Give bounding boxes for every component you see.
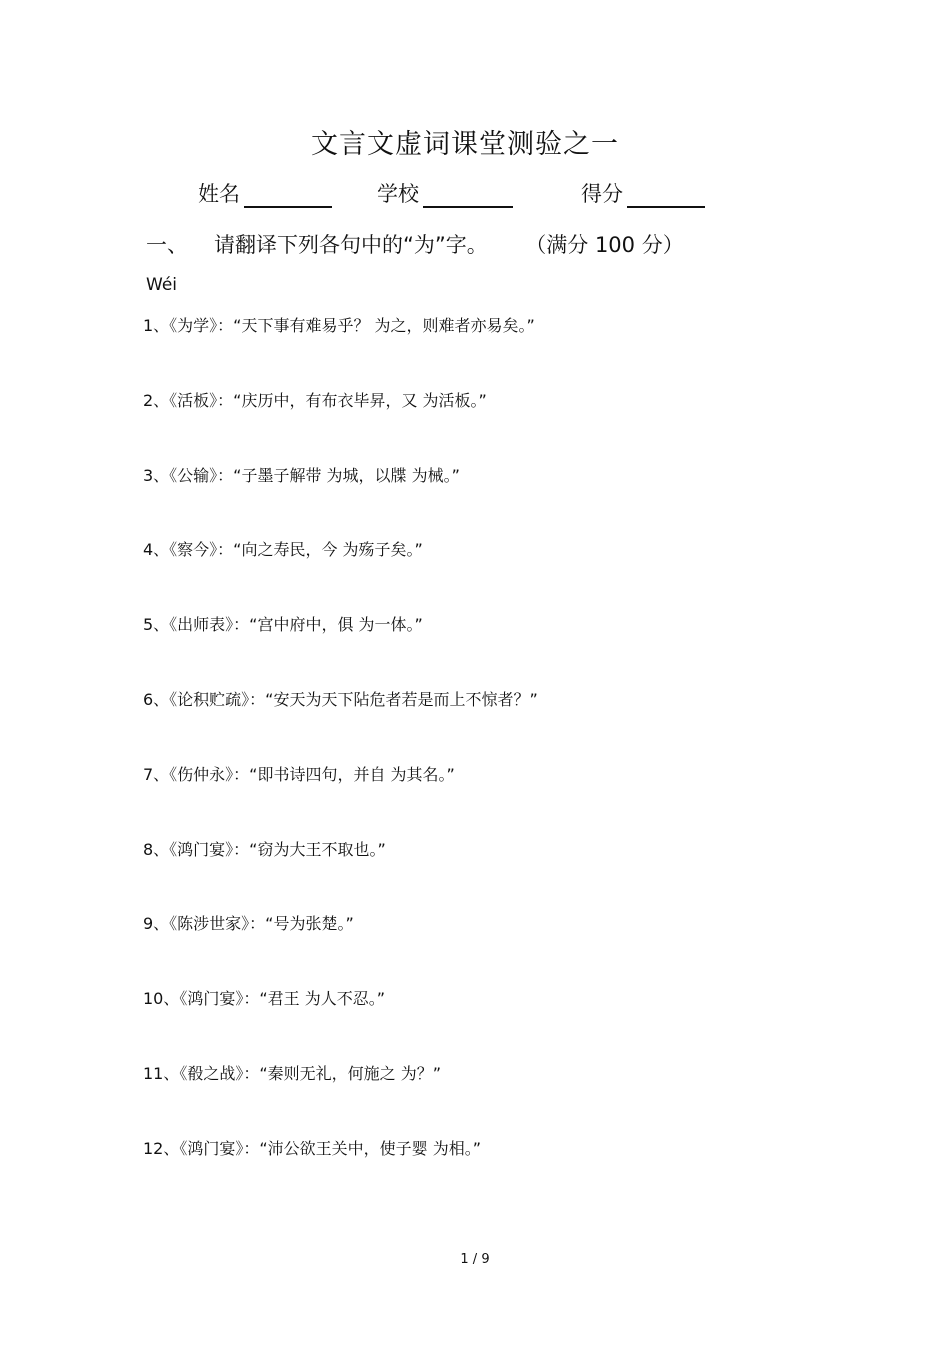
name-field bbox=[198, 178, 332, 208]
document-title: 文言文虚词课堂测验之一 bbox=[311, 129, 619, 160]
question-11: 11、《殽之战》：“秦则无礼，何施之 为？” bbox=[143, 1064, 442, 1083]
section-number: 一、 bbox=[146, 233, 188, 257]
question-4: 4、《察今》：“向之寿民，今 为殇子矣。” bbox=[143, 540, 423, 559]
score-label: 得分 bbox=[581, 182, 623, 206]
school-blank[interactable] bbox=[423, 184, 513, 208]
question-2: 2、《活板》：“庆历中，有布衣毕昇，又 为活板。” bbox=[143, 391, 487, 410]
question-5: 5、《出师表》：“宫中府中，俱 为一体。” bbox=[143, 615, 423, 634]
student-info-row bbox=[0, 178, 950, 210]
section-score: （满分 100 分） bbox=[535, 233, 684, 257]
name-blank[interactable] bbox=[244, 184, 332, 208]
question-10: 10、《鸿门宴》：“君王 为人不忍。” bbox=[143, 989, 386, 1008]
school-field bbox=[377, 178, 513, 208]
question-1: 1、《为学》：“天下事有难易乎？ 为之，则难者亦易矣。” bbox=[143, 316, 535, 335]
page-number: 1 / 9 bbox=[460, 1252, 490, 1267]
school-label: 学校 bbox=[377, 182, 419, 206]
section-heading bbox=[146, 229, 846, 259]
score-field bbox=[581, 178, 705, 208]
question-6: 6、《论积贮疏》：“安天为天下阽危者若是而上不惊者？” bbox=[143, 690, 538, 709]
section-instruction: 请翻译下列各句中的“为”字。 bbox=[214, 233, 488, 257]
question-12: 12、《鸿门宴》：“沛公欲王关中，使子婴 为相。” bbox=[143, 1139, 482, 1158]
question-7: 7、《伤仲永》：“即书诗四句，并自 为其名。” bbox=[143, 765, 455, 784]
question-3: 3、《公输》：“子墨子解带 为城，以牒 为械。” bbox=[143, 466, 460, 485]
score-blank[interactable] bbox=[627, 184, 705, 208]
pinyin-label: Wéi bbox=[146, 275, 177, 295]
question-9: 9、《陈涉世家》：“号为张楚。” bbox=[143, 914, 354, 933]
name-label: 姓名 bbox=[198, 182, 240, 206]
question-8: 8、《鸿门宴》：“窃为大王不取也。” bbox=[143, 840, 386, 859]
